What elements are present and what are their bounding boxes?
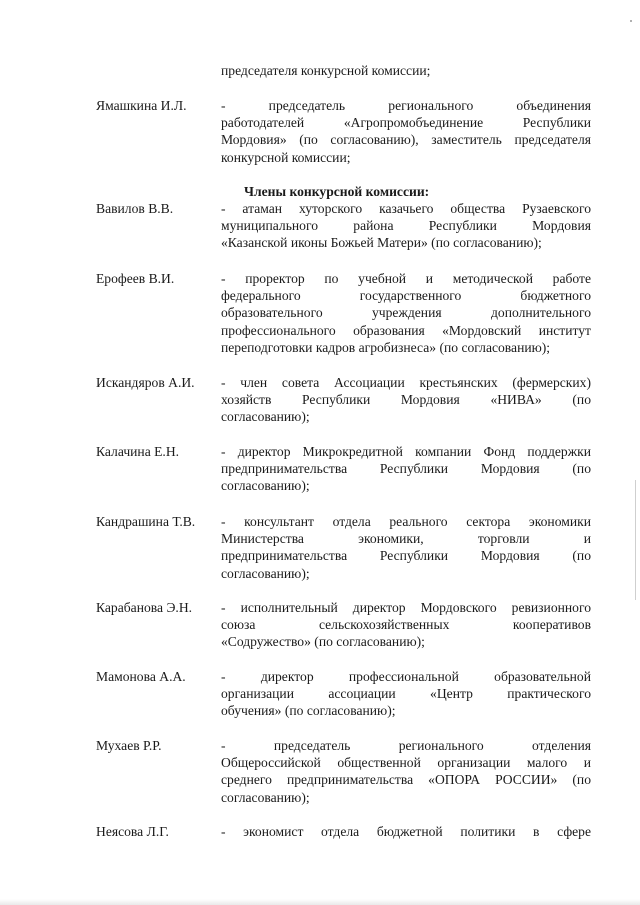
member-description [221,443,591,495]
description-line: Министерства экономики, торговли и [221,531,591,547]
description-line: согласованию); [221,409,310,425]
description-line: - проректор по учебной и методической работе [221,271,591,286]
member-description [221,599,591,651]
member-description-deputy-chair [221,97,591,166]
description-line: - атаман хуторского казачьего общества Рузаевского [221,201,591,216]
description-line: «Содружество» (по согласованию); [221,634,425,650]
description-line: - председатель регионального объединения [221,98,591,113]
description-line: - председатель регионального отделения [221,738,591,753]
member-name: Мухаев Р.Р. [96,738,162,753]
description-line: конкурсной комиссии; [221,149,351,165]
description-line: муниципального района Республики Мордовия [221,218,591,234]
member-description [221,513,591,582]
description-line: - консультант отдела реального сектора экономики [221,514,591,529]
description-line: Общероссийской общественной организации малого и [221,755,591,771]
description-line: - директор Микрокредитной компании Фонд поддержки [221,444,591,459]
member-name: Искандяров А.И. [96,375,195,390]
description-line: среднего предпринимательства «ОПОРА РОССИИ» (по [221,772,591,788]
description-line: хозяйств Республики Мордовия «НИВА» (по [221,392,591,408]
description-line: союза сельскохозяйственных кооперативов [221,617,591,633]
member-name: Вавилов В.В. [96,201,174,216]
member-name-deputy-chair: Ямашкина И.Л. [96,98,187,113]
description-line: образовательного учреждения дополнительного [221,305,591,321]
description-line: переподготовки кадров агробизнеса» (по согласованию); [221,339,551,355]
members-heading: Члены конкурсной комиссии: [244,184,430,199]
description-line: - член совета Ассоциации крестьянских (фермерских) [221,375,591,390]
description-line: обучения» (по согласованию); [221,703,396,719]
description-line: - экономист отдела бюджетной политики в сфере [221,824,591,839]
description-line: согласованию); [221,789,310,805]
description-line: работодателей «Агропромобъединение Республики [221,115,591,131]
description-line: согласованию); [221,565,310,581]
description-line: организации ассоциации «Центр практического [221,686,591,702]
member-name: Калачина Е.Н. [96,444,180,459]
description-line: предпринимательства Республики Мордовия (по [221,548,591,564]
member-name: Неясова Л.Г. [96,824,169,839]
scan-bottom-edge [0,899,640,905]
continuation-text: председателя конкурсной комиссии; [221,63,431,78]
description-line: - директор профессиональной образовательной [221,669,591,684]
description-line: согласованию); [221,478,310,494]
description-line: - исполнительный директор Мордовского ревизионного [221,600,591,615]
description-line: предпринимательства Республики Мордовия (по [221,461,591,477]
previous-entry-continuation [221,62,591,79]
member-description [221,270,591,356]
member-name: Кандрашина Т.В. [96,514,196,529]
description-line: профессионального образования «Мордовский институт [221,322,591,338]
member-description [221,823,591,840]
member-name: Карабанова Э.Н. [96,600,193,615]
member-description [221,668,591,720]
description-line: «Казанской иконы Божьей Матери» (по согласованию); [221,235,542,251]
scan-speck [630,20,632,22]
member-name: Ерофеев В.И. [96,271,175,286]
member-name: Мамонова А.А. [96,669,186,684]
description-line: Мордовия» (по согласованию), заместитель председателя [221,132,591,148]
member-description [221,737,591,806]
member-description [221,374,591,426]
member-description [221,200,591,252]
description-line: федерального государственного бюджетного [221,288,591,304]
scan-edge-shadow [635,480,636,600]
